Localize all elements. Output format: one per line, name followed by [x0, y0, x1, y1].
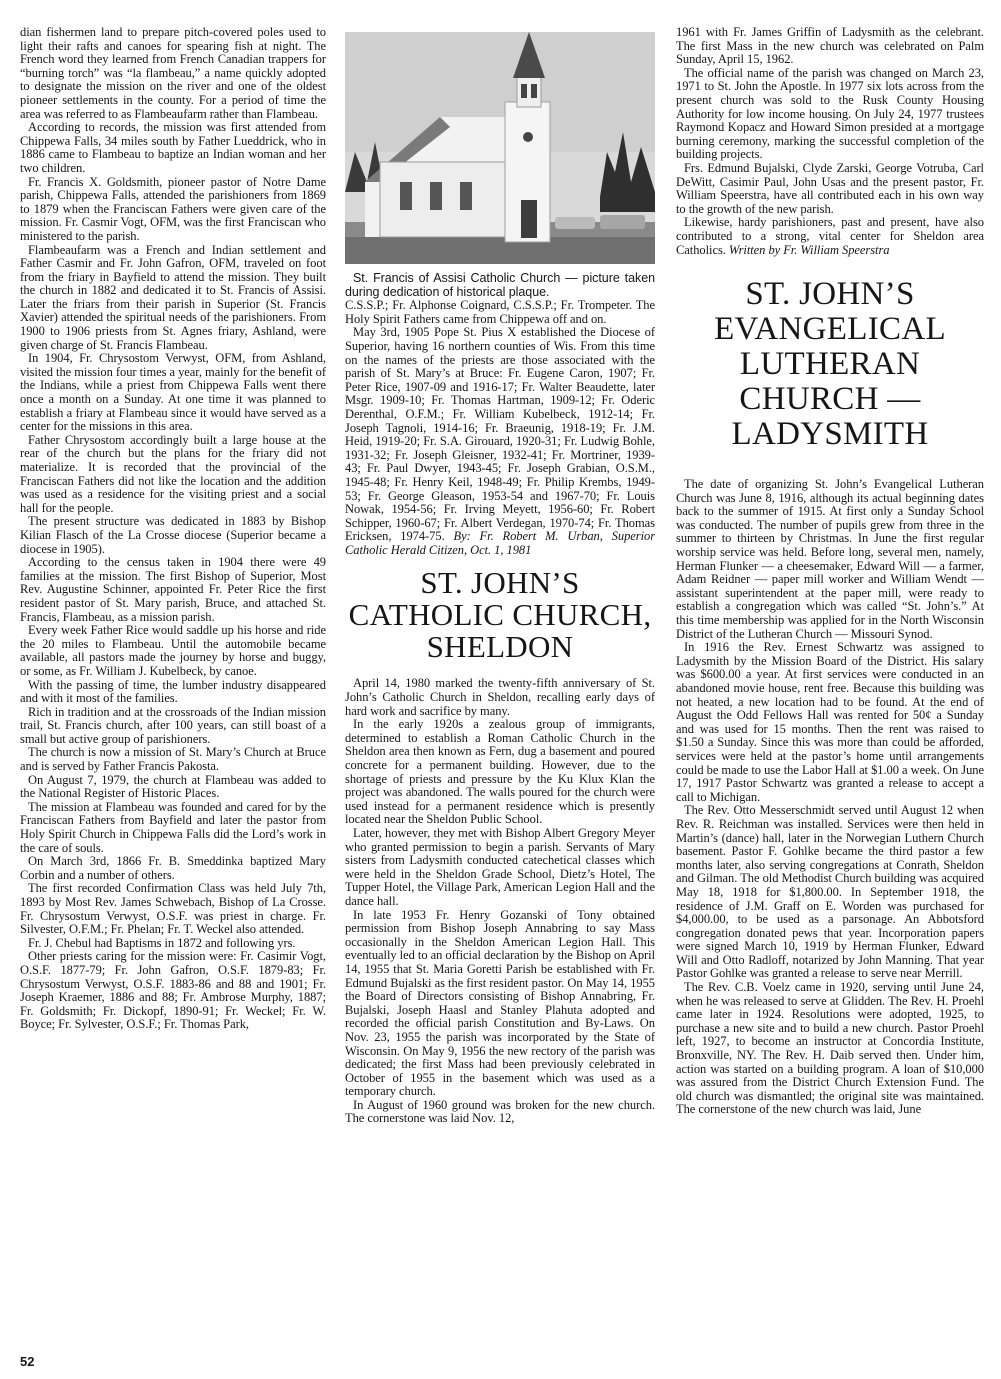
- paragraph: 1961 with Fr. James Griffin of Ladysmith as the celebrant. The first Mass in the new church was celebrated on Palm Sunday, April 15, 1962.: [676, 26, 984, 67]
- paragraph: The church is now a mission of St. Mary’s Church at Bruce and is served by Father Francis Pakosta.: [20, 745, 326, 774]
- paragraph: April 14, 1980 marked the twenty-fifth anniversary of St. John’s Catholic Church in Sheldon, recalling early days of hard work and sacrifice by many.: [345, 676, 655, 718]
- paragraph: dian fishermen land to prepare pitch-covered poles used to light their rafts and canoes for spearing fish at night. The French word they learned from French Canadian trappers for “burning torch” was “la flambeau,” a name quickly adopted to designate the mission on the river and one of the oldest pioneer settlements in the county. For a period of time the area was referred to as Flambeaufarm rather than Flambeau.: [20, 26, 326, 121]
- column-left: [20, 26, 326, 1346]
- paragraph: The present structure was dedicated in 1883 by Bishop Kilian Flasch of the La Crosse diocese (Superior became a diocese in 1905).: [20, 514, 326, 556]
- paragraph-text: Likewise, hardy parishioners, past and present, have also contributed to a strong, vital center for Sheldon area Catholics.: [676, 215, 984, 257]
- paragraph: The Rev. C.B. Voelz came in 1920, serving until June 24, when he was released to serve at Glidden. The Rev. H. Proehl came later in 1924. Resolutions were adopted, 1925, to purchase a new site and to build a new church. Pastor Proehl left, 1927, to become an instructor at Concordia Institute, Bronxville, NY. The Rev. H. Daib served then. Under him, action was started on a building program. A loan of $10,000 was assured from the District Church Extension Fund. The old church was dismantled; the original site was maintained. The cornerstone of the new church was laid, June: [676, 980, 984, 1117]
- paragraph: According to records, the mission was first attended from Chippewa Falls, 34 miles south by Father Lueddrick, who in 1886 came to Flambeau to baptize an Indian woman and her two children.: [20, 120, 326, 175]
- paragraph: Frs. Edmund Bujalski, Clyde Zarski, George Votruba, Carl DeWitt, Casimir Paul, John Usas and the present pastor, Fr. William Speerstra, have all contributed each in his own way to the growth of the new parish.: [676, 160, 984, 216]
- paragraph: According to the census taken in 1904 there were 49 families at the mission. The first Bishop of Superior, Most Rev. Augustine Schinner, appointed Fr. Peter Rice the first resident pastor of St. Mary parish, Bruce, and attached St. Francis, Flambeau, as a mission parish.: [20, 555, 326, 624]
- paragraph: [345, 326, 655, 557]
- paragraph: In August of 1960 ground was broken for the new church. The cornerstone was laid Nov. 12,: [345, 1097, 655, 1126]
- paragraph: The official name of the parish was changed on March 23, 1971 to St. John the Apostle. In 1977 six lots across from the present church was sold to the Rusk County Housing Authority for low income housing. On July 24, 1977 trustees Raymond Kopacz and Howard Simon presided at a mortgage burning ceremony, marking the successful completion of the building projects.: [676, 65, 984, 162]
- paragraph: The first recorded Confirmation Class was held July 7th, 1893 by Most Rev. James Schwebach, Bishop of La Crosse. Fr. Chrysostum Verwyst, O.S.F. was priest in charge. Fr. Silvester, O.F.M.; Fr. Phelan; Fr. T. Weckel also attended.: [20, 881, 326, 937]
- paragraph: Other priests caring for the mission were: Fr. Casimir Vogt, O.S.F. 1877-79; Fr. John Gafron, O.S.F. 1879-83; Fr. Chrysostum Verwyst, O.S.F. 1883-86 and 88 and 1901; Fr. Joseph Kraemer, 1886 and 88; Fr. Ambrose Murphy, 1887; Fr. Goldsmith; Fr. Dickopf, 1890-91; Fr. Weckel; Fr. W. Boyce; Fr. Sylvester, O.S.F.; Fr. Thomas Park,: [20, 949, 326, 1032]
- paragraph: Rich in tradition and at the crossroads of the Indian mission trail, St. Francis church, after 100 years, can still boast of a small but active group of parishioners.: [20, 704, 326, 746]
- column-right: [676, 26, 984, 1346]
- paragraph: Father Chrysostom accordingly built a large house at the rear of the church but the plans for the friary did not materialize. It is recorded that the provincial of the Franciscan Fathers did not like the location and the addition was used as a residence for the visiting priest and a social hall for the people.: [20, 432, 326, 515]
- paragraph: On March 3rd, 1866 Fr. B. Smeddinka baptized Mary Corbin and a number of others.: [20, 854, 326, 882]
- paragraph: In late 1953 Fr. Henry Gozanski of Tony obtained permission from Bishop Joseph Annabring to say Mass occasionally in the Sheldon American Legion Hall. This eventually led to an official declaration by the Bishop on April 14, 1955 that St. Maria Goretti Parish be established with Fr. Edmund Bujalski as the first resident pastor. On May 14, 1955 the Board of Directors consisting of Bishop Annabring, Fr. Bujalski, Joseph Haasl and Stanley Plahuta adopted and recorded the official parish Constitution and By-Laws. On Nov. 23, 1955 the parish was incorporated by the State of Wisconsin. On May 9, 1956 the new rectory of the parish was dedicated; the first Mass had been previously celebrated in October of 1955 in the basement which was used as a temporary church.: [345, 907, 655, 1099]
- paragraph: C.S.S.P.; Fr. Alphonse Coignard, C.S.S.P.; Fr. Trompeter. The Holy Spirit Fathers came from Chippewa off and on.: [345, 298, 655, 326]
- page-number: 52: [20, 1354, 35, 1369]
- author-credit: Written by Fr. William Speerstra: [728, 242, 890, 257]
- church-photo-illustration: [345, 32, 655, 264]
- paragraph: [676, 216, 984, 257]
- paragraph: The date of organizing St. John’s Evangelical Lutheran Church was June 8, 1916, although its actual beginning dates back to the summer of 1915. At first only a Sunday School was conducted. The number of pupils grew from three in the summer to thirteen by Christmas. In June the first regular worship service was held. Before long, several men, namely, Herman Flunker — a cheesemaker, Edward Will — a farmer, Adam Reidner — paper mill worker and William Wendt — assistant superintendent at the paper mill, were ready to establish a congregation which was called “St. John’s.” At this time membership was applied for in the North Wisconsin District of the Lutheran Church — Missouri Synod.: [676, 477, 984, 641]
- column-middle: [345, 32, 655, 1352]
- paragraph: On August 7, 1979, the church at Flambeau was added to the National Register of Historic Places.: [20, 772, 326, 801]
- paragraph: Flambeaufarm was a French and Indian settlement and Father Casmir and Fr. John Gafron, OFM, traveled on foot from the friary in Bayfield to attend the mission. They built the church in 1882 and dedicated it to St. Francis of Assisi. Later the friars from their parish in Superior (St. Francis Xavier) attended the spiritual needs of the parishioners. From 1900 to 1906 priests from St. Agnes friary, Ashland, were given charge of St. Francis Flambeau.: [20, 242, 326, 352]
- paragraph: In 1904, Fr. Chrysostom Verwyst, OFM, from Ashland, visited the mission four times a year, mainly for the benefit of the Indians, while a priest from Chippewa Falls went there once a month on a Sunday. At one time it was planned to establish a friary at Flambeau since it would have served as a center for the missions in this area.: [20, 351, 326, 434]
- paragraph: In the early 1920s a zealous group of immigrants, determined to establish a Roman Catholic Church in the Sheldon area then known as Fern, dug a basement and poured concrete for a permanent building. However, due to the shortage of priests and pressure by the Ku Klux Klan the project was abandoned. The walls poured for the church were used instead for a permanent residence which is presently located near the Sheldon Public School.: [345, 717, 655, 827]
- paragraph: The Rev. Otto Messerschmidt served until August 12 when Rev. R. Reichman was installed. Services were then held in Martin’s (dance) hall, later in the Norwegian Luthern Church basement. Pastor F. Gohlke became the third pastor a few months later, also serving congregations at Conrath, Sheldon and Gilman. The old Methodist Church building was acquired May 18, 1918 for $1,800.00. In September 1918, the residence of J.M. Graff on E. Worden was purchased for $4,000.00, to be used as a parsonage. An Abbotsford congregation donated pews that year. Incorporation papers were signed March 10, 1919 by Herman Flunker, Edward Will and Otto Radloff, notarized by John Manning. That year Pastor Gohlke was granted a release to serve near Merrill.: [676, 803, 984, 981]
- paragraph: The mission at Flambeau was founded and cared for by the Franciscan Fathers from Bayfield and later the pastor from Holy Spirit Church in Chippewa Falls did the Lord’s work in the care of souls.: [20, 799, 326, 855]
- paragraph-text: May 3rd, 1905 Pope St. Pius X established the Diocese of Superior, having 16 northern counties of Wis. From this time on the names of the priests are those associated with the parish of St. Mary’s at Bruce: Fr. Eugene Caron, 1907; Fr. Peter Rice, 1907-09 and 1916-17; Fr. Walter Beaudette, later Msgr. 1909-10; Fr. Thomas Hartman, 1909-12; Fr. Oderic Derenthal, O.F.M.; Fr. William Kubelbeck, 1912-14; Fr. Joseph Tagnoli, 1914-16; Fr. Braeunig, 1918-19; Fr. J.M. Heid, 1919-20; Fr. S.A. Girouard, 1920-31; Fr. Ludwig Bohle, 1931-32; Fr. Joseph Gleisner, 1932-41; Fr. Mortriner, 1939-43; Fr. Paul Dwyer, 1943-45; Fr. Joseph Grabian, O.S.M., 1945-48; Fr. Henry Keil, 1948-49; Fr. Philip Krembs, 1949-53; Fr. George Gleason, 1953-54 and 1967-70; Fr. Louis Nowak, 1954-56; Fr. Irving Meyett, 1956-60; Fr. Robert Schipper, 1960-67; Fr. Albert Verdegan, 1970-74; Fr. Thomas Ericksen, 1974-75.: [345, 325, 655, 544]
- paragraph: Fr. Francis X. Goldsmith, pioneer pastor of Notre Dame parish, Chippewa Falls, attended the parishioners from 1869 to 1879 when the Franciscan Fathers were given care of the mission. Fr. Casmir Vogt, OFM, was the first Franciscan who ministered to the parish.: [20, 174, 326, 243]
- paragraph: Later, however, they met with Bishop Albert Gregory Meyer who granted permission to begin a parish. Servants of Mary sisters from Ladysmith conducted catechetical classes which were held in the Sheldon Grade School, Dietz’s Hotel, The Tupper Hotel, the Village Park, American Legion Hall and the dance hall.: [345, 826, 655, 908]
- section-heading-ladysmith: ST. JOHN’S EVANGELICAL LUTHERAN CHURCH — LADYSMITH: [714, 276, 946, 453]
- author-credit: By: Fr. Robert M. Urban, Superior Catholic Herald Citizen, Oct. 1, 1981: [345, 529, 655, 557]
- section-heading-sheldon: ST. JOHN’S CATHOLIC CHURCH, SHELDON: [348, 565, 652, 665]
- paragraph: Fr. J. Chebul had Baptisms in 1872 and following yrs.: [28, 935, 296, 950]
- photo-caption: St. Francis of Assisi Catholic Church — picture taken during dedication of historical plaque.: [345, 271, 655, 299]
- church-photo: [345, 32, 655, 264]
- paragraph: In 1916 the Rev. Ernest Schwartz was assigned to Ladysmith by the Mission Board of the District. His salary was $600.00 a year. At first services were conducted in an abandoned movie house, rent free. Because this building was not heated, a new location had to be found. At the end of August the Odd Fellows Hall was rented for 50¢ a Sunday and was used for 15 months. Then the rent was raised to $1.50 a Sunday. Since this was more than could be afforded, services were held at the pastor’s home until arrangements could be made to use the Labor Hall at $1.00 a week. On June 17, 1917 Pastor Schwartz was granted a release to accept a call to Michigan.: [676, 640, 984, 804]
- paragraph: With the passing of time, the lumber industry disappeared and with it most of the families.: [20, 677, 326, 706]
- paragraph: Every week Father Rice would saddle up his horse and ride the 20 miles to Flambeau. Until the automobile became available, all pastors made the journey by horse and buggy, or some, as Fr. William J. Kubelbeck, by canoe.: [20, 623, 326, 678]
